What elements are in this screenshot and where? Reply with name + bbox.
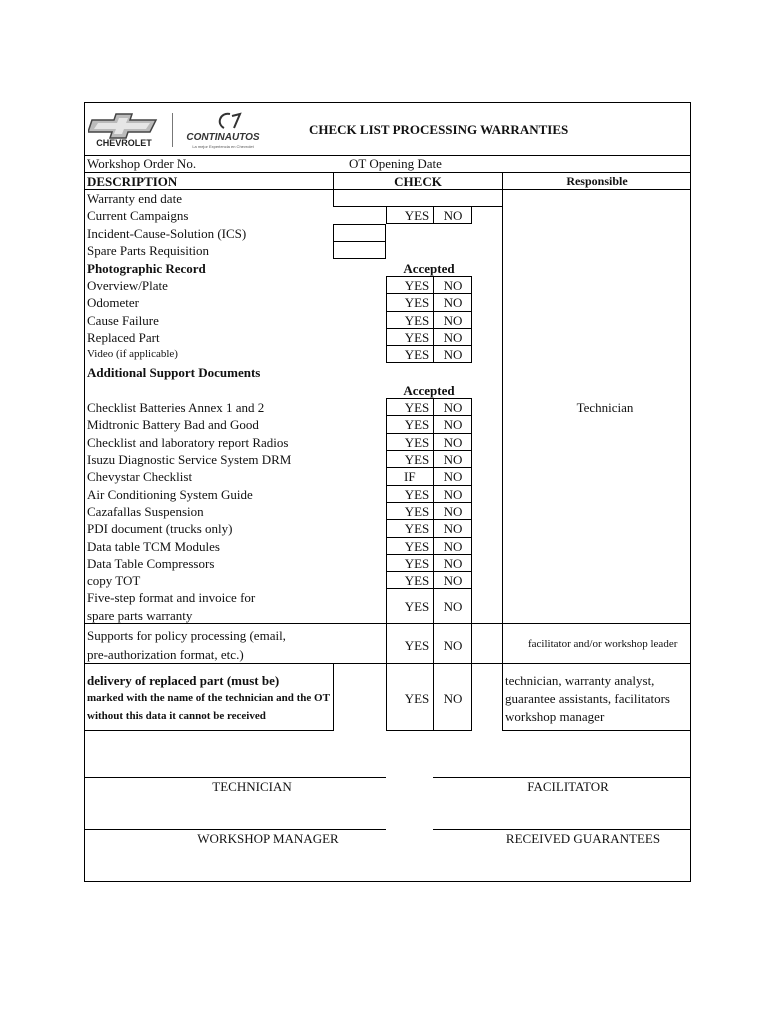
no-label: NO — [443, 556, 463, 571]
yes-label: YES — [404, 278, 430, 293]
photographic-record-heading: Photographic Record — [87, 261, 206, 276]
overview-label: Overview/Plate — [87, 278, 168, 293]
current-campaigns-label: Current Campaigns — [87, 208, 189, 223]
no-label: NO — [443, 504, 463, 519]
yes-label: YES — [404, 638, 430, 653]
yes-label: YES — [404, 521, 430, 536]
technician-signature-label: TECHNICIAN — [212, 779, 292, 794]
accepted-label: Accepted — [403, 383, 455, 398]
workshop-order-label: Workshop Order No. — [87, 156, 197, 171]
yes-label: YES — [404, 691, 430, 706]
divider — [333, 172, 334, 189]
divider — [84, 730, 334, 731]
compressors-label: Data Table Compressors — [87, 556, 215, 571]
no-label: NO — [443, 487, 463, 502]
no-label: NO — [443, 295, 463, 310]
chevrolet-logo — [88, 110, 160, 150]
yes-label: YES — [404, 313, 430, 328]
no-label: NO — [443, 278, 463, 293]
warranty-end-date-field[interactable] — [333, 189, 503, 207]
yes-label: YES — [404, 452, 430, 467]
check-header: CHECK — [394, 174, 442, 189]
no-label: NO — [443, 347, 463, 362]
no-label: NO — [443, 208, 463, 223]
isuzu-label: Isuzu Diagnostic Service System DRM — [87, 452, 292, 467]
five-step-label: spare parts warranty — [87, 608, 193, 623]
responsible-column-line — [502, 172, 503, 624]
description-header: DESCRIPTION — [87, 174, 178, 189]
five-step-label: Five-step format and invoice for — [87, 590, 256, 605]
yes-label: YES — [404, 400, 430, 415]
no-label: NO — [443, 521, 463, 536]
yes-label: YES — [404, 208, 430, 223]
responsible-facilitator: facilitator and/or workshop leader — [528, 638, 678, 650]
yes-label: YES — [404, 417, 430, 432]
no-label: NO — [443, 573, 463, 588]
facilitator-signature-label: FACILITATOR — [527, 779, 609, 794]
no-label: NO — [443, 435, 463, 450]
no-label: NO — [443, 469, 463, 484]
midtronic-label: Midtronic Battery Bad and Good — [87, 417, 259, 432]
no-label: NO — [443, 539, 463, 554]
no-label: NO — [443, 452, 463, 467]
delivery-label: delivery of replaced part (must be) — [87, 673, 280, 688]
divider — [502, 623, 503, 664]
responsible-delivery: technician, warranty analyst, — [505, 673, 655, 688]
form-title: CHECK LIST PROCESSING WARRANTIES — [309, 122, 569, 137]
yes-label: YES — [404, 435, 430, 450]
responsible-technician: Technician — [576, 400, 634, 415]
pdi-label: PDI document (trucks only) — [87, 521, 233, 536]
yes-label: YES — [404, 330, 430, 345]
no-label: NO — [443, 400, 463, 415]
yes-label: YES — [404, 504, 430, 519]
responsible-header: Responsible — [566, 174, 628, 188]
responsible-delivery: workshop manager — [505, 709, 605, 724]
no-label: NO — [443, 599, 463, 614]
yes-label: YES — [404, 599, 430, 614]
cause-failure-label: Cause Failure — [87, 313, 159, 328]
spare-parts-field[interactable] — [333, 241, 386, 259]
chevystar-label: Chevystar Checklist — [87, 469, 193, 484]
delivery-label: without this data it cannot be received — [87, 710, 266, 722]
continautos-wordmark: CONTINAUTOS — [186, 132, 260, 143]
workshop-manager-signature-label: WORKSHOP MANAGER — [197, 831, 339, 846]
divider — [333, 663, 334, 731]
replaced-part-label: Replaced Part — [87, 330, 160, 345]
warranty-end-date-label: Warranty end date — [87, 191, 182, 206]
no-label: NO — [443, 330, 463, 345]
continautos-logo — [180, 110, 266, 150]
no-label: NO — [443, 313, 463, 328]
no-label: NO — [443, 417, 463, 432]
chevrolet-wordmark: CHEVROLET — [96, 138, 152, 148]
delivery-label: marked with the name of the technician and the OT — [87, 692, 330, 704]
ics-field[interactable] — [333, 224, 386, 242]
ot-opening-label: OT Opening Date — [349, 156, 442, 171]
yes-label: YES — [404, 539, 430, 554]
additional-documents-heading: Additional Support Documents — [87, 365, 261, 380]
air-conditioning-label: Air Conditioning System Guide — [87, 487, 253, 502]
accepted-label: Accepted — [403, 261, 455, 276]
yes-label: YES — [404, 295, 430, 310]
tcm-label: Data table TCM Modules — [87, 539, 220, 554]
radios-label: Checklist and laboratory report Radios — [87, 435, 289, 450]
logo-separator — [172, 113, 173, 147]
yes-label: YES — [404, 487, 430, 502]
yes-label: YES — [404, 347, 430, 362]
video-label: Video (if applicable) — [87, 348, 178, 360]
supports-label: pre-authorization format, etc.) — [87, 647, 244, 662]
continautos-mark-icon — [180, 110, 266, 134]
if-label: IF — [404, 469, 416, 484]
no-label: NO — [443, 691, 463, 706]
received-guarantees-signature-label: RECEIVED GUARANTEES — [505, 831, 661, 846]
responsible-delivery: guarantee assistants, facilitators — [505, 691, 670, 706]
yes-label: YES — [404, 556, 430, 571]
yes-label: YES — [404, 573, 430, 588]
cazafallas-label: Cazafallas Suspension — [87, 504, 204, 519]
supports-label: Supports for policy processing (email, — [87, 628, 286, 643]
odometer-label: Odometer — [87, 295, 139, 310]
spare-parts-label: Spare Parts Requisition — [87, 243, 210, 258]
continautos-tagline: La mejor Experiencia en Chevrolet — [192, 144, 254, 149]
tot-label: copy TOT — [87, 573, 141, 588]
no-label: NO — [443, 638, 463, 653]
ics-label: Incident-Cause-Solution (ICS) — [87, 226, 247, 241]
batteries-label: Checklist Batteries Annex 1 and 2 — [87, 400, 265, 415]
